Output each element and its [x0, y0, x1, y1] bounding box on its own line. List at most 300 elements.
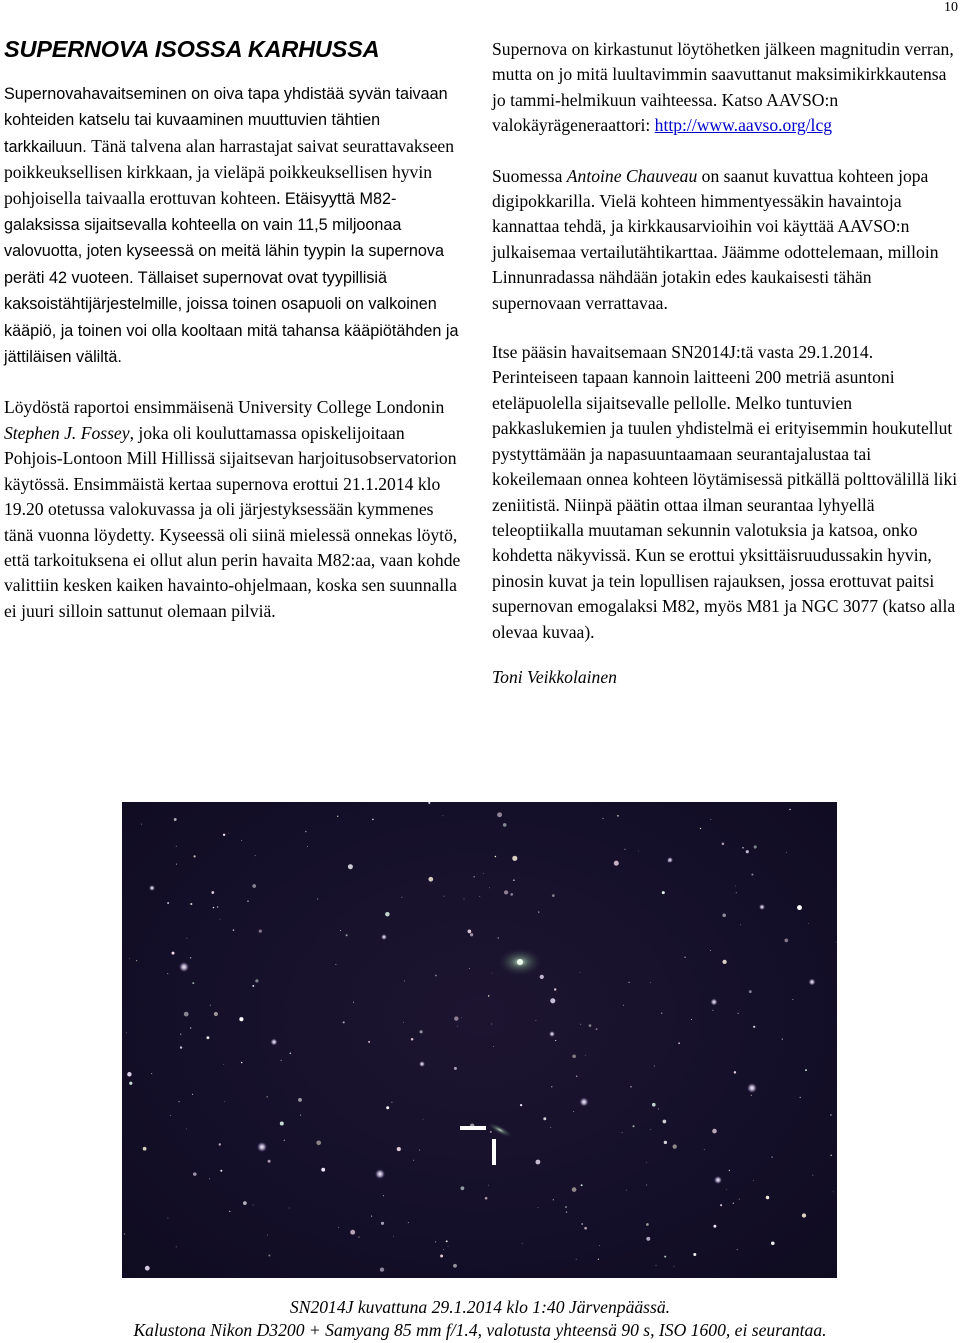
supernova-marker-vertical [492, 1139, 496, 1165]
star [535, 1020, 536, 1021]
photo-caption-line2: Kalustona Nikon D3200 + Samyang 85 mm f/1.4, valotusta yhteensä 90 s, ISO 1600, ei seurantaa. [133, 1320, 827, 1340]
star [800, 1097, 801, 1098]
star [298, 1098, 302, 1102]
star [646, 1162, 647, 1163]
intro-paragraph [4, 81, 466, 370]
star [180, 1046, 182, 1048]
star [722, 960, 726, 964]
star [408, 1222, 409, 1223]
star [219, 1143, 221, 1145]
star [448, 1246, 449, 1247]
star [167, 1218, 168, 1219]
star [599, 1245, 600, 1246]
star [654, 1065, 655, 1066]
star [520, 1104, 522, 1106]
star [498, 937, 499, 938]
star [435, 975, 437, 977]
star [386, 1106, 389, 1109]
finland-text-d: Jäämme odottelemaan, milloin Linnunradassa nähdään jotakin edes kaukaisesti tähän supernovaan verrattavaa. [492, 241, 939, 313]
star [206, 1036, 209, 1039]
star [513, 879, 515, 881]
star [628, 982, 629, 983]
star [598, 1259, 599, 1260]
star [423, 1119, 424, 1120]
star [214, 1012, 218, 1016]
right-column [492, 37, 958, 688]
finland-text-c: Vielä kohteen himmentyessäkin havaintoja kannattaa tehdä, ja kirkkausarvioihin voi käyttää AAVSO:n julkaisemaa vertailutähtikarttaa. [492, 191, 910, 262]
star [700, 828, 701, 829]
star [141, 824, 142, 825]
star [255, 855, 256, 856]
star [584, 1227, 587, 1230]
star [678, 1042, 680, 1044]
star [404, 980, 405, 981]
star [555, 1040, 556, 1041]
star [464, 899, 465, 900]
discoverer-name: Stephen J. Fossey [4, 422, 130, 443]
star [290, 1053, 292, 1055]
star [403, 1022, 404, 1023]
star [243, 1201, 247, 1205]
bright-star [381, 934, 387, 940]
star [664, 1141, 667, 1144]
star [576, 1259, 577, 1260]
star [566, 1211, 567, 1212]
star [663, 1120, 667, 1124]
star [241, 840, 242, 841]
star [358, 1237, 359, 1238]
star [186, 1129, 187, 1130]
star [512, 856, 517, 861]
star [136, 960, 137, 961]
star [268, 1254, 270, 1256]
star [176, 1246, 177, 1247]
star [228, 833, 229, 834]
star [503, 823, 507, 827]
brightness-paragraph [492, 37, 958, 139]
star [771, 1242, 775, 1246]
bright-star [419, 1061, 425, 1067]
star [802, 1213, 806, 1217]
star [784, 939, 788, 943]
star [553, 1199, 554, 1200]
star [317, 898, 318, 899]
star [656, 1265, 657, 1266]
finland-text-a: Suomessa [492, 165, 563, 186]
star [797, 905, 802, 910]
star [664, 1256, 666, 1258]
star [335, 964, 336, 965]
star [596, 1028, 598, 1030]
star [493, 1046, 494, 1047]
star [223, 1064, 224, 1065]
star [740, 924, 741, 925]
page-number: 10 [944, 0, 958, 15]
star [830, 1114, 831, 1115]
star [551, 1086, 552, 1087]
star [650, 1129, 651, 1130]
star [772, 1157, 773, 1158]
star [239, 1017, 243, 1021]
star [589, 1024, 592, 1027]
star [145, 1266, 150, 1271]
star [550, 998, 555, 1003]
star [630, 1086, 632, 1088]
star [753, 1026, 755, 1028]
star [252, 884, 256, 888]
star [353, 1002, 354, 1003]
star [581, 1223, 583, 1225]
star [662, 891, 665, 894]
brightness-text: Supernova on kirkastunut löytöhetken jälkeen magnitudin verran, mutta on jo mitä luultavimmin saavuttanut maksimikirkkautensa jo tammi-helmikuun vaihteessa. Katso AAVSO:n valokäyrägeneraattori: [492, 39, 954, 136]
star [646, 1185, 647, 1186]
star [749, 990, 752, 993]
star [674, 1266, 675, 1267]
star [661, 1012, 663, 1014]
star [241, 1062, 243, 1064]
star [300, 1115, 301, 1116]
star [766, 1196, 769, 1199]
star [735, 886, 736, 887]
star [623, 1005, 624, 1006]
star [488, 995, 490, 997]
star [255, 979, 258, 982]
star [712, 1129, 717, 1134]
star [267, 1235, 268, 1236]
star [792, 999, 793, 1000]
star [151, 1073, 152, 1074]
star [684, 957, 685, 958]
star [540, 975, 544, 979]
bright-star [179, 962, 189, 972]
star [253, 1205, 254, 1206]
star [393, 1236, 394, 1237]
star [413, 1160, 414, 1161]
star [650, 982, 651, 983]
star [737, 1249, 738, 1250]
star [129, 958, 130, 959]
star [492, 973, 493, 974]
star [180, 1046, 181, 1047]
star [371, 1216, 372, 1217]
star [321, 1168, 325, 1172]
star [340, 930, 341, 931]
star [751, 1095, 752, 1096]
star [522, 1243, 523, 1244]
star [252, 985, 254, 987]
star [576, 1075, 577, 1076]
star [468, 930, 472, 934]
star [543, 1117, 546, 1120]
star-field-svg [122, 802, 837, 1278]
star [281, 1060, 282, 1061]
star [217, 906, 219, 908]
star [704, 1149, 705, 1150]
star [192, 982, 194, 984]
star [504, 890, 508, 894]
star [289, 1208, 290, 1209]
star [491, 1023, 492, 1024]
star [428, 802, 430, 804]
star [473, 876, 475, 878]
star [720, 1204, 722, 1206]
star [622, 1132, 623, 1133]
bright-star [580, 1098, 589, 1107]
left-column [4, 36, 466, 624]
bright-star [747, 1083, 757, 1093]
photo-caption-line1: SN2014J kuvattuna 29.1.2014 klo 1:40 Järvenpäässä. [289, 1297, 671, 1317]
discovery-text-b: , joka oli kouluttamassa opiskelijoitaan Pohjois-Lontoon Mill Hillissä sijaitsevan harjoitusobservatorion käytössä. Ensimmäistä kertaa supernova erottui 21.1.2014 klo 19.20 otetussa valokuvassa ja oli järjestyksessään kymmenes tänä vuonna löydetty. Kyseessä oli siinä mielessä onnekas löytö, että tarkoituksena ei ollut alun perin havaita M82:aa, vaan kohde valittiin kesken kaiken havainto-ohjelmaan, koska sen suunnalla ei juuri silloin sattunut olemaan pilviä. [4, 422, 461, 621]
star [428, 877, 433, 882]
star [830, 1154, 832, 1156]
star [368, 1041, 370, 1043]
star [782, 1038, 783, 1039]
star [178, 1101, 179, 1102]
finland-text-b: on saanut kuvattua kohteen jopa digipokkarilla. [492, 165, 929, 212]
star [789, 809, 790, 810]
star [470, 933, 473, 936]
star [691, 1019, 692, 1020]
intro-sans-text: Supernovahavaitseminen on oiva tapa yhdistää syvän taivaan kohteiden katselu tai kuvaaminen muuttuvien tähtien tarkkailuun. [4, 85, 448, 156]
star [457, 1026, 458, 1027]
article-title: SUPERNOVA ISOSSA KARHUSSA [4, 36, 380, 62]
star [337, 816, 338, 817]
star [836, 942, 837, 943]
star [444, 896, 445, 897]
star [461, 1186, 465, 1190]
star [536, 1160, 541, 1165]
star [483, 873, 484, 874]
star [495, 856, 497, 858]
star-field-photo [122, 802, 837, 1278]
discovery-paragraph [4, 395, 466, 624]
star [538, 912, 539, 913]
star [673, 1144, 677, 1148]
star [485, 1197, 488, 1200]
bright-star [149, 885, 155, 891]
aavso-link[interactable]: http://www.aavso.org/lcg [654, 115, 833, 136]
star [180, 1034, 181, 1035]
star [652, 1103, 656, 1107]
star [742, 847, 744, 849]
star [510, 893, 513, 896]
star [614, 861, 619, 866]
observation-text-a: Itse pääsin havaitsemaan SN2014J:tä vasta 29.1.2014. [492, 342, 874, 363]
star [280, 1122, 284, 1126]
star [380, 1267, 384, 1271]
star [453, 1264, 457, 1268]
star [127, 1072, 131, 1076]
star [658, 1108, 659, 1109]
star [646, 1223, 649, 1226]
star [443, 815, 444, 816]
m81-core [517, 959, 523, 965]
star [143, 1147, 147, 1151]
star [124, 1233, 125, 1234]
star [338, 1227, 339, 1228]
bright-star [714, 1176, 722, 1184]
star [572, 1187, 577, 1192]
star [209, 1178, 210, 1179]
star [454, 1067, 457, 1070]
discovery-text-a: Löydöstä raportoi ensimmäisenä University College Londonin [4, 397, 445, 418]
star [550, 1127, 551, 1128]
star [174, 818, 177, 821]
star [734, 1071, 736, 1073]
star [348, 864, 353, 869]
star [738, 1013, 739, 1014]
star [372, 819, 374, 821]
distance-text: Etäisyyttä M82-galaksissa sijaitsevalla kohteella on vain 11,5 miljoonaa valovuotta, joten kyseessä on meitä lähin tyypin Ia supernova peräti 42 vuoteen. Tällaiset supernovat ovat tyypillisiä kaksoistähtijärjestelmille, joissa toinen osapuoli on valkoinen kääpiö, ja toinen voi olla kooltaan mitä tahansa kääpiötähden ja jättiläisen väliltä. [4, 189, 459, 367]
author-name: Toni Veikkolainen [492, 666, 617, 687]
observer-name: Antoine Chauveau [566, 165, 698, 186]
star-field-stars [124, 802, 837, 1272]
star [736, 892, 737, 893]
star [786, 852, 787, 853]
star [268, 1160, 271, 1163]
star [172, 952, 175, 955]
star [624, 849, 625, 850]
bright-star [809, 979, 816, 986]
finland-paragraph [492, 164, 958, 316]
star [176, 846, 177, 847]
star [316, 1140, 321, 1145]
star [381, 1222, 384, 1225]
star [746, 850, 749, 853]
star [383, 1195, 384, 1196]
star [646, 1237, 650, 1241]
star [167, 902, 169, 904]
star [220, 1170, 222, 1172]
star [267, 1096, 268, 1097]
star [284, 1140, 285, 1141]
star [712, 1010, 713, 1011]
star [808, 923, 809, 924]
star [833, 1191, 834, 1192]
star [129, 1082, 132, 1085]
star [497, 812, 502, 817]
bright-star [711, 999, 718, 1006]
star [346, 934, 348, 936]
star [638, 851, 639, 852]
star [552, 894, 555, 897]
star [220, 919, 221, 920]
star [722, 843, 725, 846]
star [213, 907, 214, 908]
star [190, 903, 192, 905]
star [726, 1189, 727, 1190]
star [572, 1054, 576, 1058]
star [224, 1101, 225, 1102]
star [435, 1241, 436, 1242]
star [385, 912, 390, 917]
star [126, 1032, 127, 1033]
supernova-marker-horizontal [460, 1126, 486, 1130]
star [632, 1125, 634, 1127]
star [489, 887, 490, 888]
star [307, 846, 308, 847]
star [446, 1240, 448, 1242]
star [488, 1185, 489, 1186]
star [579, 972, 580, 973]
bright-star [257, 1142, 267, 1152]
star [805, 1069, 807, 1071]
star [585, 1055, 586, 1056]
bright-star [271, 1039, 278, 1046]
star [710, 950, 711, 951]
star [397, 1147, 401, 1151]
star [170, 1115, 171, 1116]
star [350, 1230, 355, 1235]
m82-galaxy [486, 1120, 514, 1140]
star [729, 1170, 730, 1171]
star [193, 1172, 197, 1176]
bright-star [549, 1031, 555, 1037]
star [812, 1175, 813, 1176]
bright-star [375, 1169, 385, 1179]
star [461, 1018, 462, 1019]
star [710, 819, 711, 820]
star [192, 1094, 193, 1095]
star [617, 815, 619, 817]
star [754, 845, 757, 848]
star [693, 1253, 696, 1256]
star [190, 957, 191, 958]
star [722, 914, 726, 918]
star [626, 1190, 627, 1191]
star [538, 1207, 539, 1208]
star [733, 1203, 734, 1204]
star [167, 973, 168, 974]
star [479, 896, 480, 897]
star [190, 1027, 191, 1028]
star [602, 818, 603, 819]
star [233, 929, 235, 931]
star [581, 1184, 583, 1186]
star [259, 929, 262, 932]
bright-star [667, 857, 673, 863]
star [247, 900, 248, 901]
star [184, 1012, 189, 1017]
star [490, 1131, 492, 1133]
star [443, 1249, 444, 1250]
bright-star [759, 904, 765, 910]
star [211, 891, 214, 894]
observation-paragraph [492, 340, 958, 645]
star [580, 1024, 581, 1025]
star [193, 855, 195, 857]
star [401, 897, 402, 898]
observation-text-b: Perinteiseen tapaan kannoin laitteeni 200 metriä asuntoni eteläpuolella sijaitsevalle pellolle. Melko tuntuvien pakkaslukemien ja tuulen yhdistelmä ei erityisemmin houkutellut pystyttämään ja napasuuntaamaan seurantajalustaa tai kokeilemaan onnea kohteen löytämisessä pitkällä polttovälillä liki zeniitistä. Niinpä päätin ottaa ilman seurantaa lyhyellä teleoptiikalla muutaman sekunnin valotuksia ja katsoa, onko kohdetta näkyvissä. Kun se erottui yksittäisruudussakin hyvin, pinosin kuvat ja tein lopullisen rajauksen, jossa erottuvat paitsi supernovan emogalaksi M82, myös M81 ja NGC 3077 (katso alla olevaa kuvaa). [492, 367, 958, 642]
star [210, 1005, 211, 1006]
star [411, 1038, 414, 1041]
star [573, 1111, 574, 1112]
star [305, 831, 307, 833]
star [565, 1206, 567, 1208]
star [554, 988, 556, 990]
star [391, 1102, 392, 1103]
intro-serif-text: Tänä talvena alan harrastajat saivat seurattavakseen poikkeuksellisen kirkkaan, ja vieläpä poikkeuksellisen hyvin pohjoisella taivaalla erottuvan kohteen. [4, 135, 454, 208]
star [440, 1255, 443, 1258]
star [753, 1180, 754, 1181]
star [713, 1225, 716, 1228]
star [419, 1150, 420, 1151]
star [454, 1016, 458, 1020]
star [343, 1021, 345, 1023]
star [420, 1030, 423, 1033]
star [224, 834, 225, 835]
star [176, 864, 177, 865]
